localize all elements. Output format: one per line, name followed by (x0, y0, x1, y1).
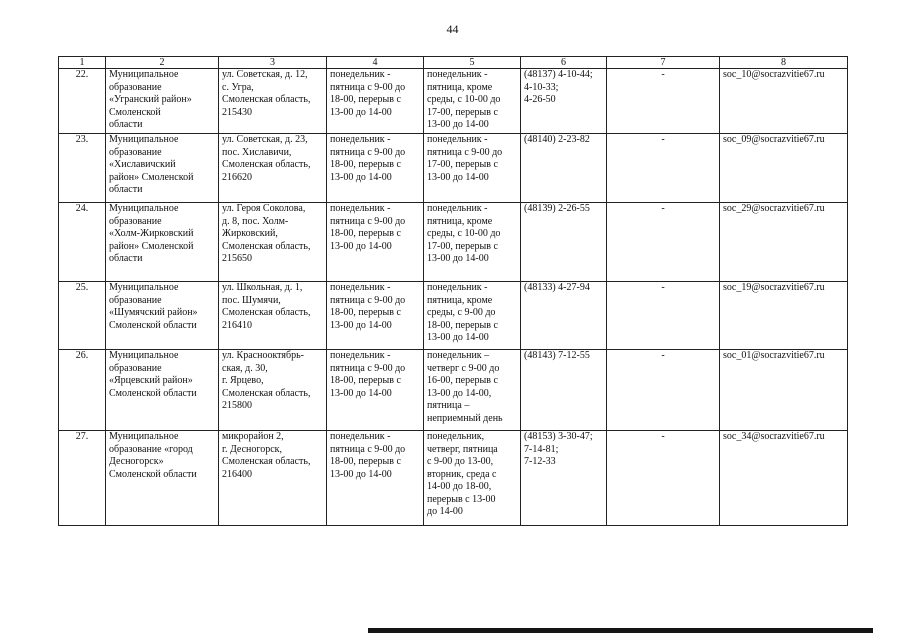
col-header-5: 5 (424, 57, 521, 69)
reception-hours: понедельник - пятница с 9-00 до 18-00, перерыв с 13-00 до 14-00 (327, 134, 424, 203)
email: soc_10@socrazvitie67.ru (720, 69, 848, 134)
municipality-name: Муниципальное образование «город Десногорск» Смоленской области (106, 431, 219, 526)
address: ул. Школьная, д. 1, пос. Шумячи, Смоленская область, 216410 (219, 282, 327, 350)
consultation-hours: понедельник - пятница, кроме среды, с 10-00 до 17-00, перерыв с 13-00 до 14-00 (424, 69, 521, 134)
row-number: 23. (59, 134, 106, 203)
fax: - (607, 282, 720, 350)
fax: - (607, 350, 720, 431)
bottom-rule (368, 628, 873, 633)
col-header-4: 4 (327, 57, 424, 69)
table-row (59, 282, 848, 350)
phone-numbers: (48133) 4-27-94 (521, 282, 607, 350)
table-row (59, 350, 848, 431)
table-row (59, 69, 848, 134)
reception-hours: понедельник - пятница с 9-00 до 18-00, перерыв с 13-00 до 14-00 (327, 69, 424, 134)
email: soc_01@socrazvitie67.ru (720, 350, 848, 431)
row-number: 22. (59, 69, 106, 134)
fax: - (607, 69, 720, 134)
consultation-hours: понедельник – четверг с 9-00 до 16-00, перерыв с 13-00 до 14-00, пятница – неприемный день (424, 350, 521, 431)
municipality-name: Муниципальное образование «Угранский район» Смоленской области (106, 69, 219, 134)
email: soc_09@socrazvitie67.ru (720, 134, 848, 203)
address: ул. Краснооктябрь- ская, д. 30, г. Ярцево, Смоленская область, 215800 (219, 350, 327, 431)
col-header-1: 1 (59, 57, 106, 69)
table-row (59, 431, 848, 526)
phone-numbers: (48140) 2-23-82 (521, 134, 607, 203)
municipality-name: Муниципальное образование «Хиславичский район» Смоленской области (106, 134, 219, 203)
address: ул. Советская, д. 23, пос. Хиславичи, Смоленская область, 216620 (219, 134, 327, 203)
phone-numbers: (48137) 4-10-44; 4-10-33; 4-26-50 (521, 69, 607, 134)
phone-numbers: (48143) 7-12-55 (521, 350, 607, 431)
consultation-hours: понедельник - пятница, кроме среды, с 9-00 до 18-00, перерыв с 13-00 до 14-00 (424, 282, 521, 350)
municipality-name: Муниципальное образование «Холм-Жирковский район» Смоленской области (106, 203, 219, 282)
col-header-8: 8 (720, 57, 848, 69)
address: микрорайон 2, г. Десногорск, Смоленская область, 216400 (219, 431, 327, 526)
row-number: 24. (59, 203, 106, 282)
header-row (59, 57, 848, 69)
municipality-name: Муниципальное образование «Шумячский район» Смоленской области (106, 282, 219, 350)
municipality-name: Муниципальное образование «Ярцевский район» Смоленской области (106, 350, 219, 431)
reception-hours: понедельник - пятница с 9-00 до 18-00, перерыв с 13-00 до 14-00 (327, 282, 424, 350)
offices-table (58, 56, 848, 526)
col-header-3: 3 (219, 57, 327, 69)
fax: - (607, 134, 720, 203)
table-row (59, 203, 848, 282)
row-number: 25. (59, 282, 106, 350)
consultation-hours: понедельник, четверг, пятница с 9-00 до 13-00, вторник, среда с 14-00 до 18-00, перерыв с 13-00 до 14-00 (424, 431, 521, 526)
col-header-6: 6 (521, 57, 607, 69)
fax: - (607, 431, 720, 526)
table-row (59, 134, 848, 203)
row-number: 27. (59, 431, 106, 526)
reception-hours: понедельник - пятница с 9-00 до 18-00, перерыв с 13-00 до 14-00 (327, 431, 424, 526)
fax: - (607, 203, 720, 282)
reception-hours: понедельник - пятница с 9-00 до 18-00, перерыв с 13-00 до 14-00 (327, 350, 424, 431)
consultation-hours: понедельник - пятница с 9-00 до 17-00, перерыв с 13-00 до 14-00 (424, 134, 521, 203)
consultation-hours: понедельник - пятница, кроме среды, с 10-00 до 17-00, перерыв с 13-00 до 14-00 (424, 203, 521, 282)
phone-numbers: (48153) 3-30-47; 7-14-81; 7-12-33 (521, 431, 607, 526)
col-header-2: 2 (106, 57, 219, 69)
col-header-7: 7 (607, 57, 720, 69)
reception-hours: понедельник - пятница с 9-00 до 18-00, перерыв с 13-00 до 14-00 (327, 203, 424, 282)
phone-numbers: (48139) 2-26-55 (521, 203, 607, 282)
page-number: 44 (446, 22, 459, 36)
address: ул. Советская, д. 12, с. Угра, Смоленская область, 215430 (219, 69, 327, 134)
row-number: 26. (59, 350, 106, 431)
address: ул. Героя Соколова, д. 8, пос. Холм- Жирковский, Смоленская область, 215650 (219, 203, 327, 282)
email: soc_29@socrazvitie67.ru (720, 203, 848, 282)
email: soc_34@socrazvitie67.ru (720, 431, 848, 526)
email: soc_19@socrazvitie67.ru (720, 282, 848, 350)
